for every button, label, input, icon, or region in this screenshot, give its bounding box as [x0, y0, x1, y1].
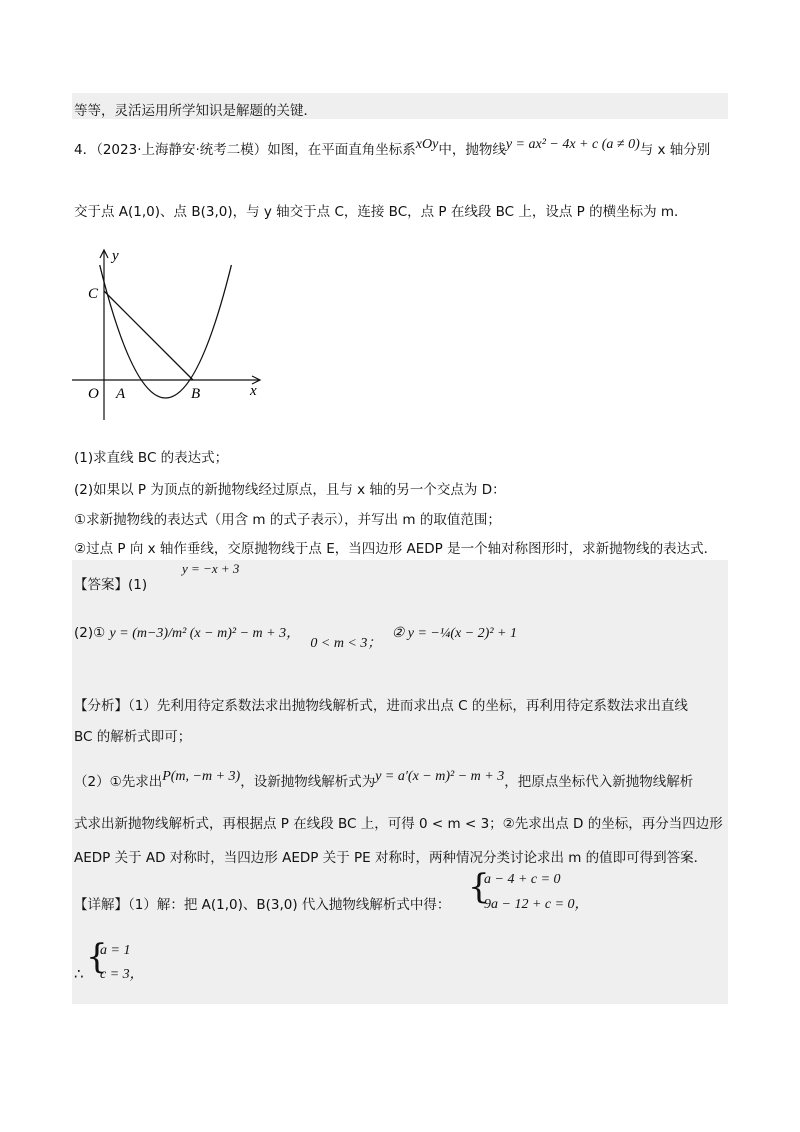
analysis-line-3	[74, 770, 693, 791]
answer-2-range: 0 < m < 3；	[310, 636, 382, 651]
answer-1-number: (1)	[128, 577, 148, 593]
answer-line-2	[74, 622, 517, 651]
answer-2-expression-b: ② y = −¼(x − 2)² + 1	[391, 626, 517, 641]
question-prefix: 4．（2023·上海静安·统考二模）如图，在平面直角坐标系	[74, 142, 416, 158]
question-part-2a: ①求新抛物线的表达式（用含 m 的式子表示），并写出 m 的取值范围；	[74, 512, 501, 528]
analysis-text-3a: （2）①先求出	[74, 774, 163, 790]
label-point-b: B	[191, 386, 201, 402]
label-x: x	[250, 383, 257, 399]
coordinate-system: xOy	[415, 137, 439, 152]
analysis-text-3c: ，把原点坐标代入新抛物线解析	[504, 774, 694, 790]
analysis-line-2: BC 的解析式即可；	[74, 729, 192, 745]
system-brace-1: {	[468, 867, 490, 907]
question-part-2: (2)如果以 P 为顶点的新抛物线经过原点，且与 x 轴的另一个交点为 D：	[74, 482, 506, 498]
detail-text-1: （1）解：把 A(1,0)、B(3,0) 代入抛物线解析式中得：	[128, 897, 451, 913]
continued-text: 等等，灵活运用所学知识是解题的关键．	[74, 103, 317, 119]
question-mid: 中，抛物线	[438, 142, 506, 158]
question-part-1: (1)求直线 BC 的表达式；	[74, 450, 229, 466]
new-parabola-form: y = a′(x − m)² − m + 3	[375, 769, 505, 784]
question-suffix: 与 x 轴分别	[639, 142, 711, 158]
answer-2-expression: y = (m−3)/m² (x − m)² − m + 3，	[109, 626, 301, 641]
analysis-line-1	[74, 694, 688, 714]
analysis-text-3b: ，设新抛物线解析式为	[240, 774, 376, 790]
solution-c: c = 3，	[100, 967, 144, 982]
answer-1-expression: y = −x + 3	[182, 561, 240, 576]
system-equation-1: a − 4 + c = 0	[484, 872, 561, 887]
parabola-graph	[64, 240, 274, 430]
question-part-2b: ②过点 P 向 x 轴作垂线，交原抛物线于点 E，当四边形 AEDP 是一个轴对称图形时，求新抛物线的表达式．	[74, 541, 718, 557]
answer-2-prefix: (2)①	[74, 625, 106, 641]
question-4-line-1	[74, 138, 710, 159]
solution-a: a = 1	[100, 943, 131, 958]
parabola-equation: y = ax² − 4x + c (a ≠ 0)	[505, 137, 640, 152]
analysis-line-5: AEDP 关于 AD 对称时，当四边形 AEDP 关于 PE 对称时，两种情况分类讨论求出 m 的值即可得到答案．	[74, 850, 708, 866]
detail-line-1	[74, 893, 450, 913]
answer-label: 【答案】	[74, 577, 128, 593]
therefore-symbol: ∴	[74, 965, 84, 983]
detail-label: 【详解】	[74, 897, 128, 913]
answer-line-1	[74, 573, 147, 593]
analysis-label: 【分析】	[74, 698, 128, 714]
label-y: y	[112, 248, 119, 264]
question-4-line-2: 交于点 A(1,0)、点 B(3,0)，与 y 轴交于点 C，连接 BC，点 P 在线段 BC 上，设点 P 的横坐标为 m．	[74, 204, 688, 220]
line-bc	[104, 291, 193, 380]
system-brace-2: {	[86, 937, 108, 977]
system-equation-2: 9a − 12 + c = 0，	[484, 897, 589, 912]
point-p-coordinates: P(m, −m + 3)	[162, 769, 241, 784]
parabola-curve	[100, 265, 232, 398]
analysis-line-4: 式求出新抛物线解析式，再根据点 P 在线段 BC 上，可得 0 < m < 3；②先求出点 D 的坐标，再分当四边形	[74, 816, 723, 832]
analysis-text-1: （1）先利用待定系数法求出抛物线解析式，进而求出点 C 的坐标，再利用待定系数法求出直线	[128, 698, 688, 714]
label-point-c: C	[88, 286, 99, 302]
label-origin: O	[88, 386, 99, 402]
label-point-a: A	[116, 386, 126, 402]
